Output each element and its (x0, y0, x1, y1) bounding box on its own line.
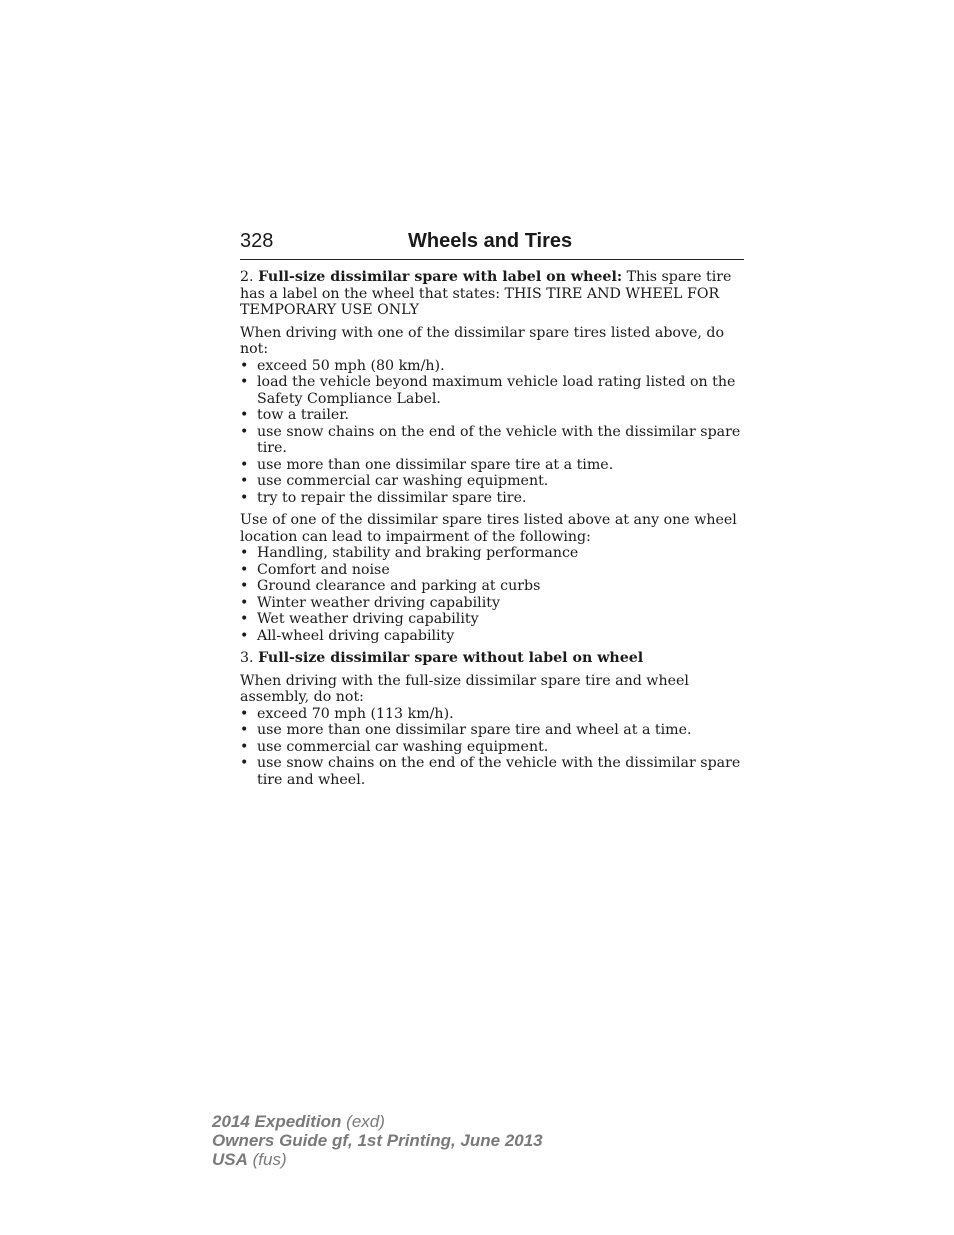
list-item: • tow a trailer. (240, 407, 744, 424)
list-item: • use more than one dissimilar spare tire at a time. (240, 457, 744, 474)
item-3-heading: Full-size dissimilar spare without label on wheel (258, 650, 644, 666)
item-3-number: 3. (240, 650, 254, 666)
footer-market: USA (212, 1150, 248, 1169)
list-item: • exceed 70 mph (113 km/h). (240, 706, 744, 723)
list-item: • use snow chains on the end of the vehicle with the dissimilar spare tire and wheel. (240, 755, 744, 788)
list-item: • use commercial car washing equipment. (240, 739, 744, 756)
list-item: • All-wheel driving capability (240, 628, 744, 645)
page-footer (212, 1112, 543, 1169)
list-item: • use commercial car washing equipment. (240, 473, 744, 490)
list-item: • try to repair the dissimilar spare tire. (240, 490, 744, 507)
page-header (240, 229, 744, 260)
list-item: • load the vehicle beyond maximum vehicle load rating listed on the Safety Compliance Label. (240, 374, 744, 407)
page-number: 328 (240, 230, 274, 252)
item-2-number: 2. (240, 269, 254, 285)
footer-model-code: (exd) (346, 1112, 385, 1131)
item-3-paragraph (240, 650, 744, 667)
item-2-heading: Full-size dissimilar spare with label on wheel: (258, 269, 623, 285)
list-item: • Comfort and noise (240, 562, 744, 579)
footer-edition: Owners Guide gf, 1st Printing, June 2013 (212, 1131, 543, 1150)
section-title: Wheels and Tires (408, 230, 573, 252)
list-item: • exceed 50 mph (80 km/h). (240, 358, 744, 375)
list-item: • use more than one dissimilar spare tire and wheel at a time. (240, 722, 744, 739)
intro-1: When driving with one of the dissimilar spare tires listed above, do not: (240, 324, 725, 357)
list-2 (240, 545, 744, 644)
list-item: • Ground clearance and parking at curbs (240, 578, 744, 595)
list-item: • Winter weather driving capability (240, 595, 744, 612)
footer-line-2 (212, 1131, 543, 1150)
list-item: • Handling, stability and braking performance (240, 545, 744, 562)
item-2-paragraph (240, 269, 744, 319)
intro-3: When driving with the full-size dissimilar spare tire and wheel assembly, do not: (240, 672, 689, 705)
footer-model: 2014 Expedition (212, 1112, 342, 1131)
footer-line-3 (212, 1150, 543, 1169)
footer-market-code: (fus) (252, 1150, 287, 1169)
list-1 (240, 358, 744, 507)
list-item: • use snow chains on the end of the vehicle with the dissimilar spare tire. (240, 424, 744, 457)
footer-line-1 (212, 1112, 543, 1131)
page-content (240, 269, 744, 788)
intro-2: Use of one of the dissimilar spare tires listed above at any one wheel location can lead to impairment of the following: (240, 512, 737, 545)
list-3 (240, 706, 744, 789)
list-item: • Wet weather driving capability (240, 611, 744, 628)
item-2-text: This spare tire has a label on the wheel that states: THIS TIRE AND WHEEL FOR TEMPORARY USE ONLY (240, 269, 732, 318)
